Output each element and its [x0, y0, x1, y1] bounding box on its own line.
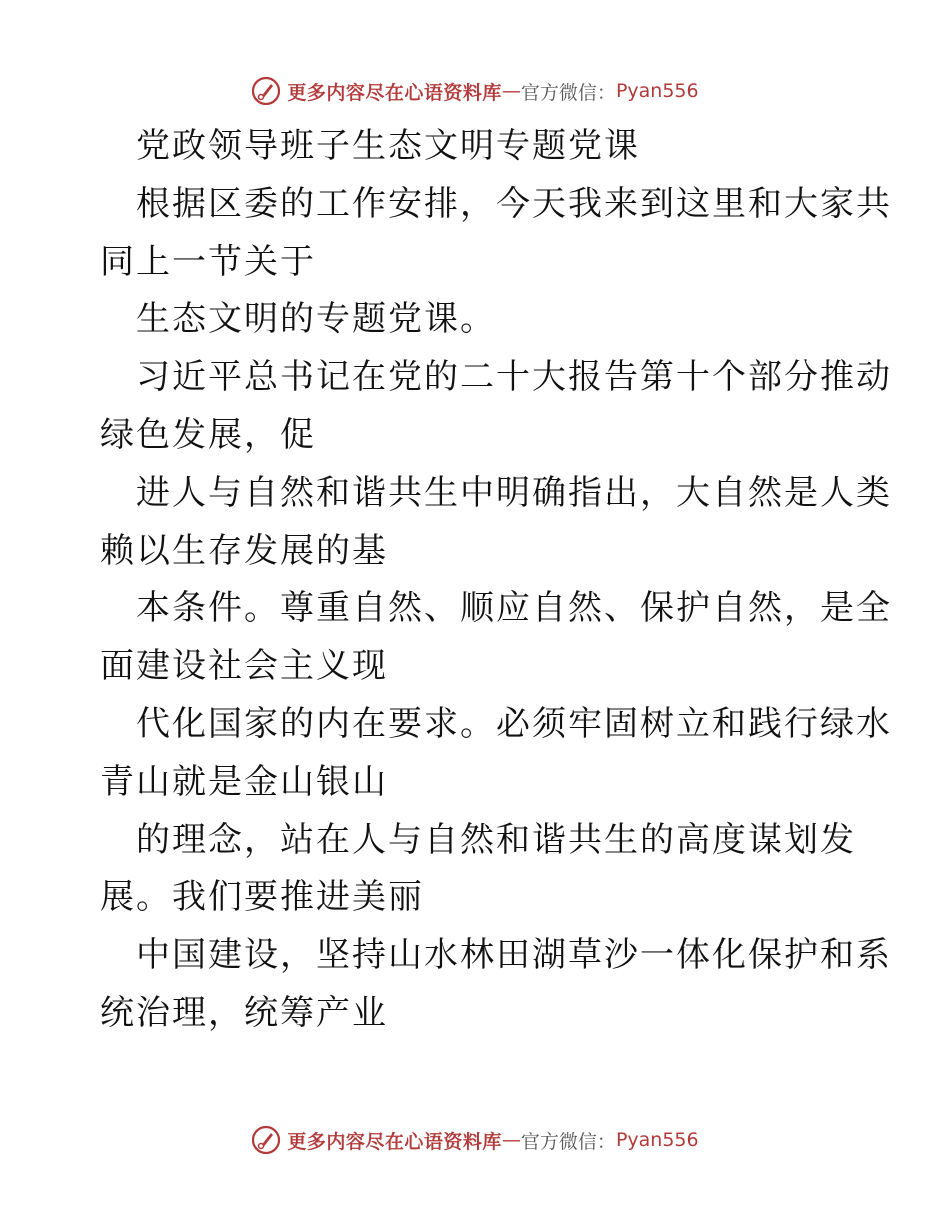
page-header-watermark: [0, 71, 950, 111]
paragraph-line: 本条件。尊重自然、顺应自然、保护自然，是全: [136, 588, 892, 629]
page-footer-watermark: [0, 1120, 950, 1160]
paragraph-line: 中国建设，坚持山水林田湖草沙一体化保护和系: [136, 935, 892, 976]
paragraph-2: [100, 291, 860, 349]
paragraph-line: 生态文明的专题党课。: [136, 299, 496, 340]
watermark-site-name: 更多内容尽在心语资料库: [287, 81, 502, 104]
paragraph-line: 绿色发展，促: [100, 414, 316, 455]
paragraph-3: [100, 349, 892, 465]
paragraph-1: [100, 176, 892, 292]
paragraph-line: 习近平总书记在党的二十大报告第十个部分推动: [136, 357, 892, 398]
document-body: [100, 118, 892, 1043]
paragraph-line: 进人与自然和谐共生中明确指出，大自然是人类: [136, 472, 892, 513]
paragraph-5: [100, 580, 892, 696]
watermark-wechat-label: 官方微信：: [520, 1130, 616, 1153]
document-title: 党政领导班子生态文明专题党课: [136, 126, 640, 166]
quill-logo-icon: [251, 1125, 281, 1155]
paragraph-4: [100, 465, 892, 581]
paragraph-line: 展。我们要推进美丽: [100, 877, 424, 918]
paragraph-line: 代化国家的内在要求。必须牢固树立和践行绿水: [136, 703, 892, 744]
paragraph-8: [100, 927, 892, 1043]
paragraph-line: 根据区委的工作安排，今天我来到这里和大家共: [136, 183, 892, 224]
watermark-wechat-label: 官方微信：: [520, 81, 616, 104]
paragraph-line: 统治理，统筹产业: [100, 992, 388, 1033]
paragraph-line: 青山就是金山银山: [100, 761, 388, 802]
watermark-wechat-account: Pyan556: [615, 80, 699, 102]
quill-logo-icon: [251, 76, 281, 106]
watermark-dash: —: [501, 80, 521, 102]
watermark-wechat-account: Pyan556: [615, 1129, 699, 1151]
watermark-site-name: 更多内容尽在心语资料库: [287, 1130, 502, 1153]
paragraph-line: 的理念，站在人与自然和谐共生的高度谋划发: [136, 819, 856, 860]
paragraph-line: 赖以生存发展的基: [100, 530, 388, 571]
paragraph-7: [100, 812, 860, 928]
paragraph-line: 面建设社会主义现: [100, 646, 388, 687]
paragraph-line: 同上一节关于: [100, 241, 316, 282]
paragraph-6: [100, 696, 892, 812]
watermark-dash: —: [501, 1129, 521, 1151]
